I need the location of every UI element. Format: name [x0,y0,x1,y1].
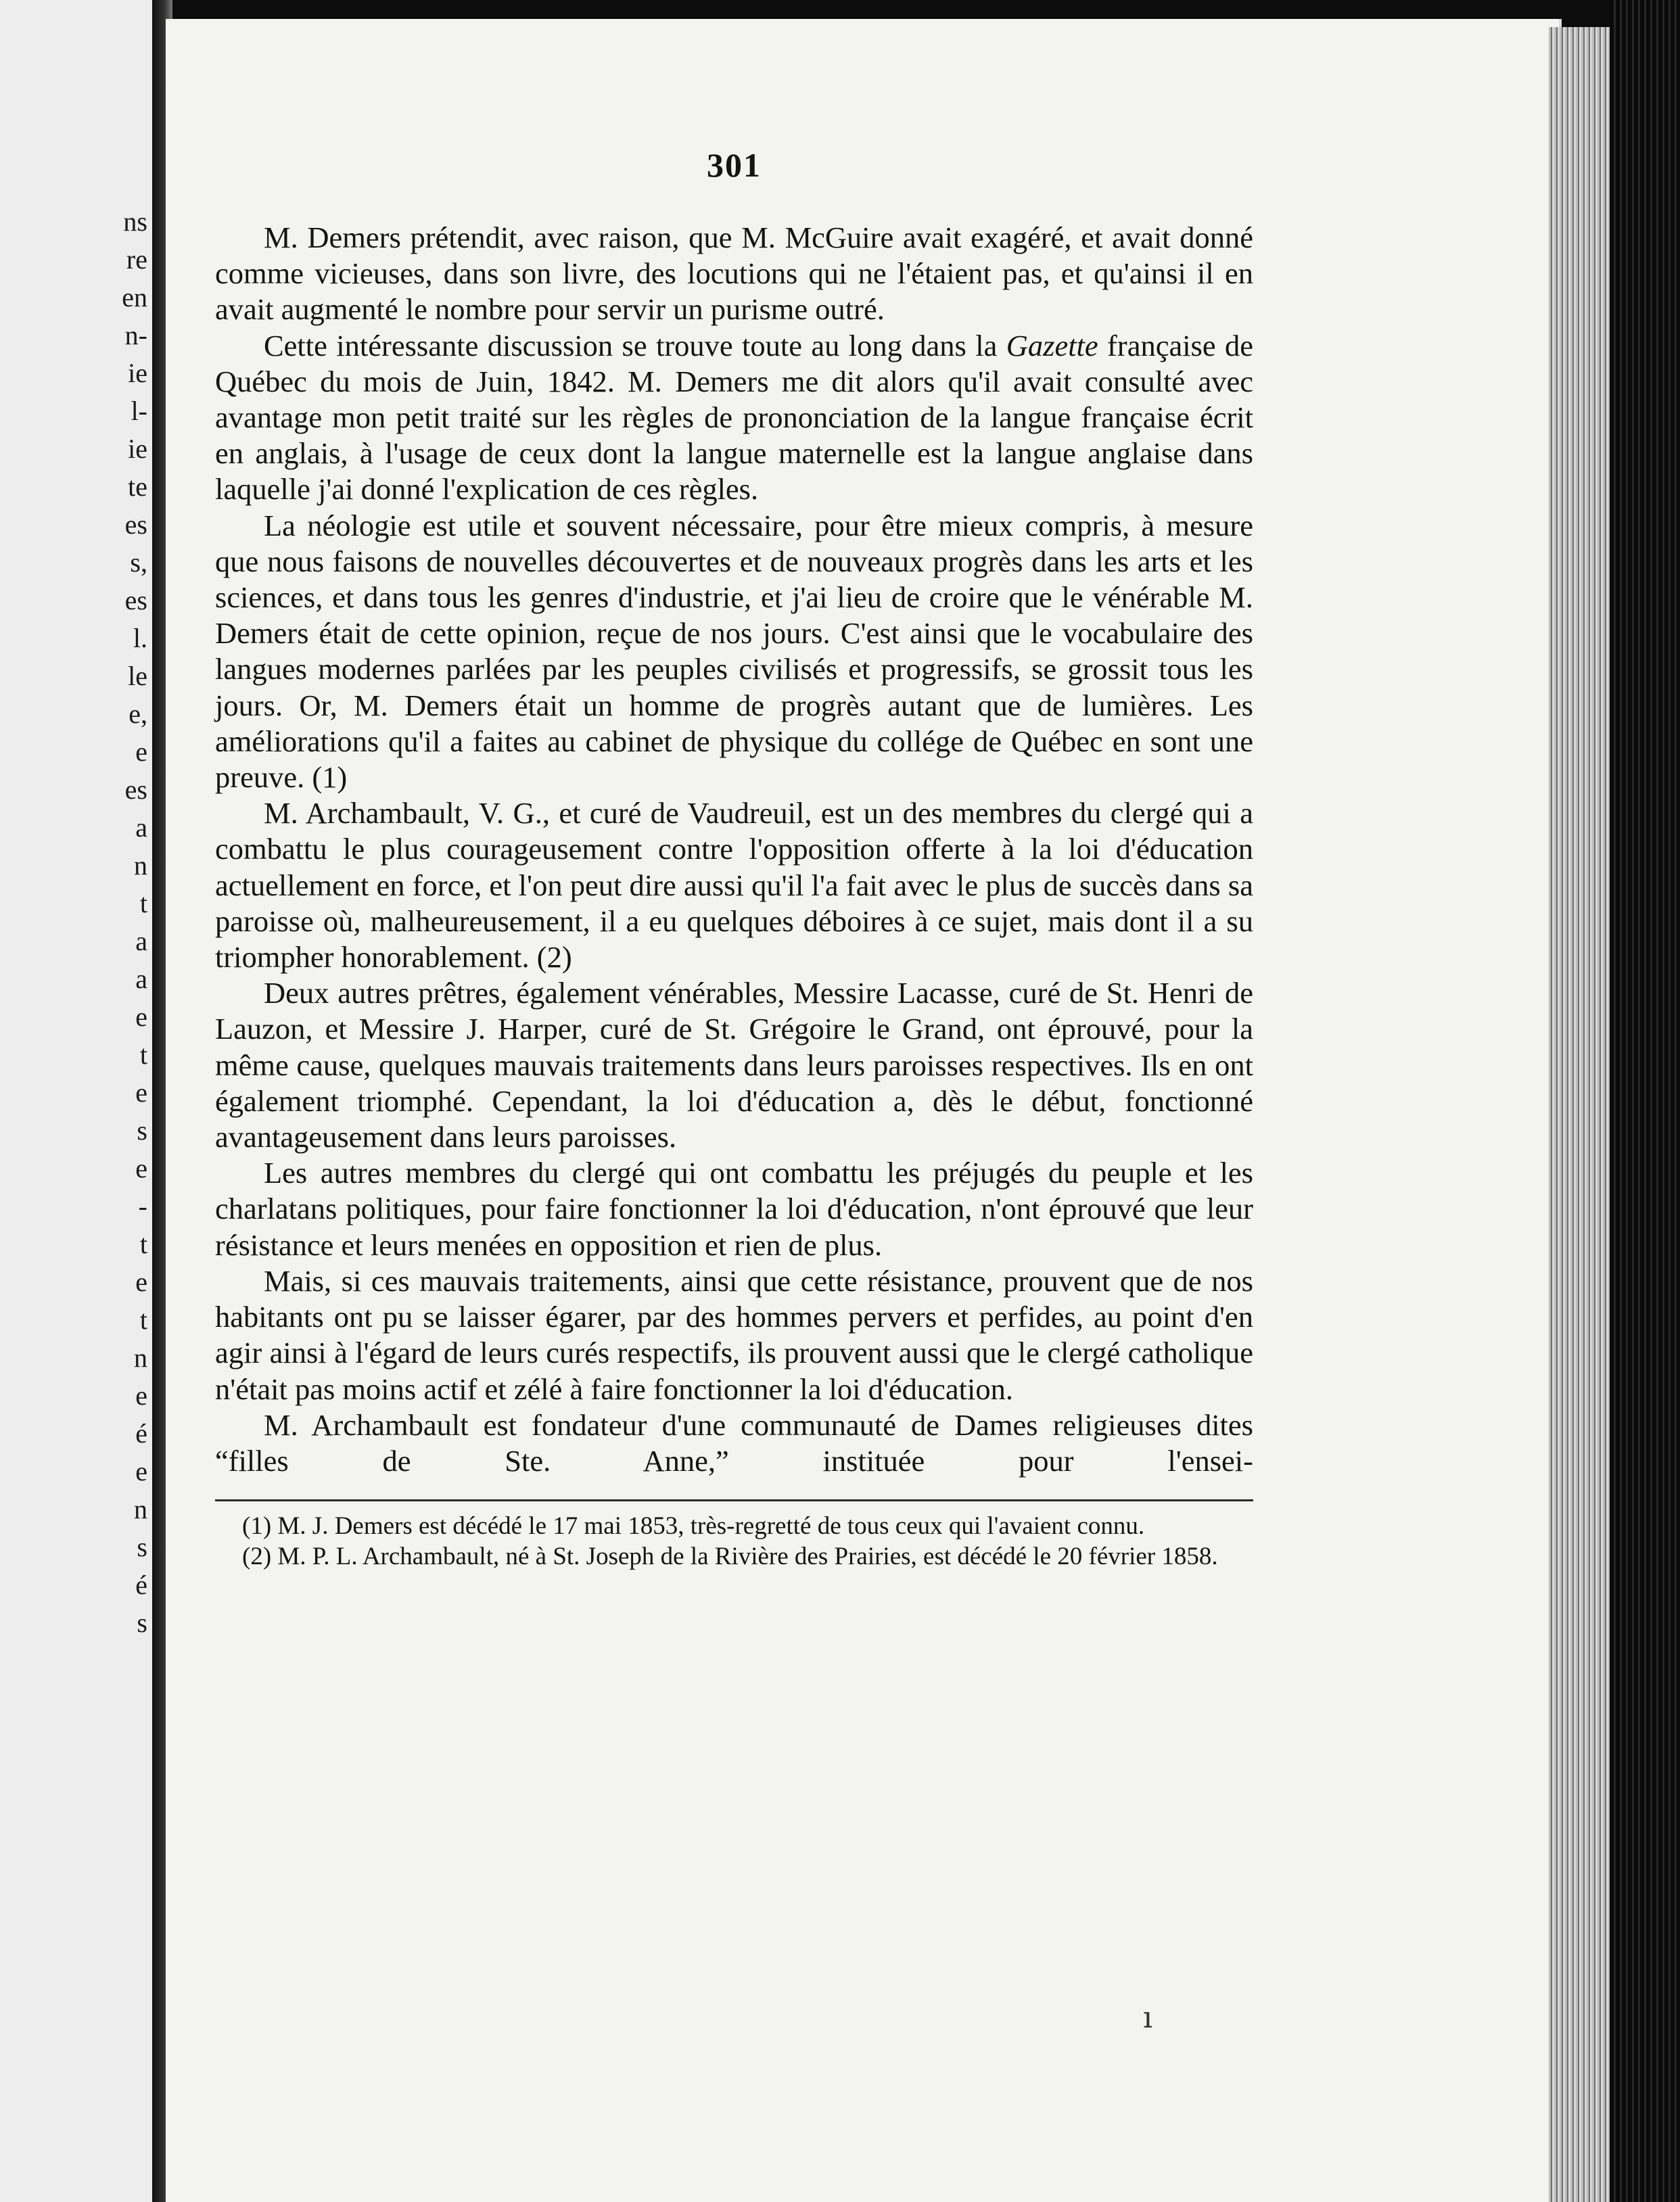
left-page-fragment: l- [131,396,147,426]
left-page-fragment: s [137,1532,147,1562]
page-fore-edge [1549,27,1610,2202]
left-page-text-fragments [12,203,147,1642]
left-page-fragment: e [135,1267,147,1297]
left-page-fragment: e [135,736,147,767]
body-text [215,220,1253,1479]
left-page-fragment: n [134,850,147,881]
left-page-fragment: n [134,1494,147,1524]
footnote: (2) M. P. L. Archambault, né à St. Joseph de la Rivière des Prairies, est décédé le 20 février 1858. [242,1543,1218,1571]
left-page-fragment: en [122,282,147,312]
left-page-fragment: t [139,1229,147,1259]
left-page-fragment: ie [128,434,147,464]
left-page-fragment: n [134,1342,147,1373]
paragraph: M. Demers prétendit, avec raison, que M. McGuire avait exagéré, et avait donné comme vicieuses, dans son livre, des locutions qui ne l'étaient pas, et qu'ainsi il en avait augmenté le nombre pour servir un purisme outré. [215,220,1253,327]
left-page-fragment: é [135,1418,147,1449]
paragraph: Cette intéressante discussion se trouve toute au long dans la Gazette française de Québec du mois de Juin, 1842. M. Demers me dit alors qu'il avait consulté avec avantage mon petit traité sur les règles de prononciation de la langue française écrit en anglais, à l'usage de ceux dont la langue maternelle est la langue anglaise dans laquelle j'ai donné l'explication de ces règles. [215,328,1254,507]
paragraph: M. Archambault, V. G., et curé de Vaudreuil, est un des membres du clergé qui a combattu le plus courageusement contre l'opposition offerte à la loi d'éducation actuellement en force, et l'on peut dire aussi qu'il l'a fait avec le plus de succès dans sa paroisse où, malheureusement, il a eu quelques déboires à ce sujet, mais dont il a su triompher honorablement. (2) [215,796,1253,975]
paragraph: Deux autres prêtres, également vénérables, Messire Lacasse, curé de St. Henri de Lauzon, et Messire J. Harper, curé de St. Grégoire le Grand, ont éprouvé, pour la même cause, quelques mauvais traitements dans leurs paroisses respectives. Ils en ont également triomphé. Cependant, la loi d'éducation a, dès le début, fonctionné avantageusement dans leurs paroisses. [215,976,1253,1154]
left-page-fragment: t [139,1039,147,1070]
paragraph: La néologie est utile et souvent nécessaire, pour être mieux compris, à mesure que nous faisons de nouvelles découvertes et de nouveaux progrès dans les arts et les sciences, et dans tous les genres d'industrie, et j'ai lieu de croire que le vénérable M. Demers était de cette opinion, reçue de nos jours. C'est ainsi que le vocabulaire des langues modernes parlées par les peuples civilisés et progressifs, se grossit tous les jours. Or, M. Demers était un homme de progrès autant que de lumières. Les améliorations qu'il a faites au cabinet de physique du collége de Québec en sont une preuve. (1) [215,508,1253,795]
left-page-fragment: - [138,1191,147,1221]
left-page-fragment: te [128,471,147,502]
page-text-block [215,145,1253,1572]
left-page-fragment: t [139,1305,147,1335]
footnotes [215,1511,1253,1572]
left-page-fragment: ns [123,206,147,237]
page-number: 301 [707,146,762,184]
left-page-fragment: l. [133,623,147,653]
left-page-fragment: n- [124,320,147,350]
paragraph: Mais, si ces mauvais traitements, ainsi que cette résistance, prouvent que de nos habitants ont pu se laisser égarer, par des hommes pervers et perfides, au point d'en agir ainsi à l'égard de leurs curés respectifs, ils prouvent aussi que le clergé catholique n'était pas moins actif et zélé à faire fonctionner la loi d'éducation. [215,1263,1253,1406]
left-page-fragment: s [137,1115,147,1146]
left-page-fragment: s [137,1608,147,1638]
book-cover-edge [1610,0,1680,2202]
left-page-fragment: es [124,509,147,540]
paragraph: M. Archambault est fondateur d'une communauté de Dames religieuses dites “filles de Ste. Anne,” instituée pour l'ensei- [215,1407,1253,1478]
left-page-fragment: e [135,1456,147,1486]
left-facing-page-edge [0,0,152,2202]
paragraph: Les autres membres du clergé qui ont combattu les préjugés du peuple et les charlatans politiques, pour faire fonctionner la loi d'éducation, n'ont éprouvé que leur résistance et leurs menées en opposition et rien de plus. [215,1156,1253,1262]
left-page-fragment: e [135,1380,147,1411]
margin-mark: ı [1143,2000,1153,2035]
left-page-fragment: a [135,926,147,956]
left-page-fragment: e [135,1077,147,1108]
left-page-fragment: es [124,774,147,805]
left-page-fragment: ie [128,358,147,388]
left-page-fragment: e [135,1153,147,1184]
left-page-fragment: t [139,888,147,918]
left-page-fragment: e, [129,699,147,729]
left-page-fragment: a [135,812,147,843]
footnote: (1) M. J. Demers est décédé le 17 mai 1853, très-regretté de tous ceux qui l'avaient connu. [242,1512,1145,1541]
left-page-fragment: re [126,244,147,275]
left-page-fragment: es [124,585,147,615]
left-page-fragment: é [135,1570,147,1600]
left-page-fragment: a [135,964,147,994]
left-page-fragment: s, [130,547,147,578]
left-page-fragment: le [128,661,147,691]
footnote-rule [215,1499,1253,1501]
left-page-fragment: e [135,1002,147,1032]
